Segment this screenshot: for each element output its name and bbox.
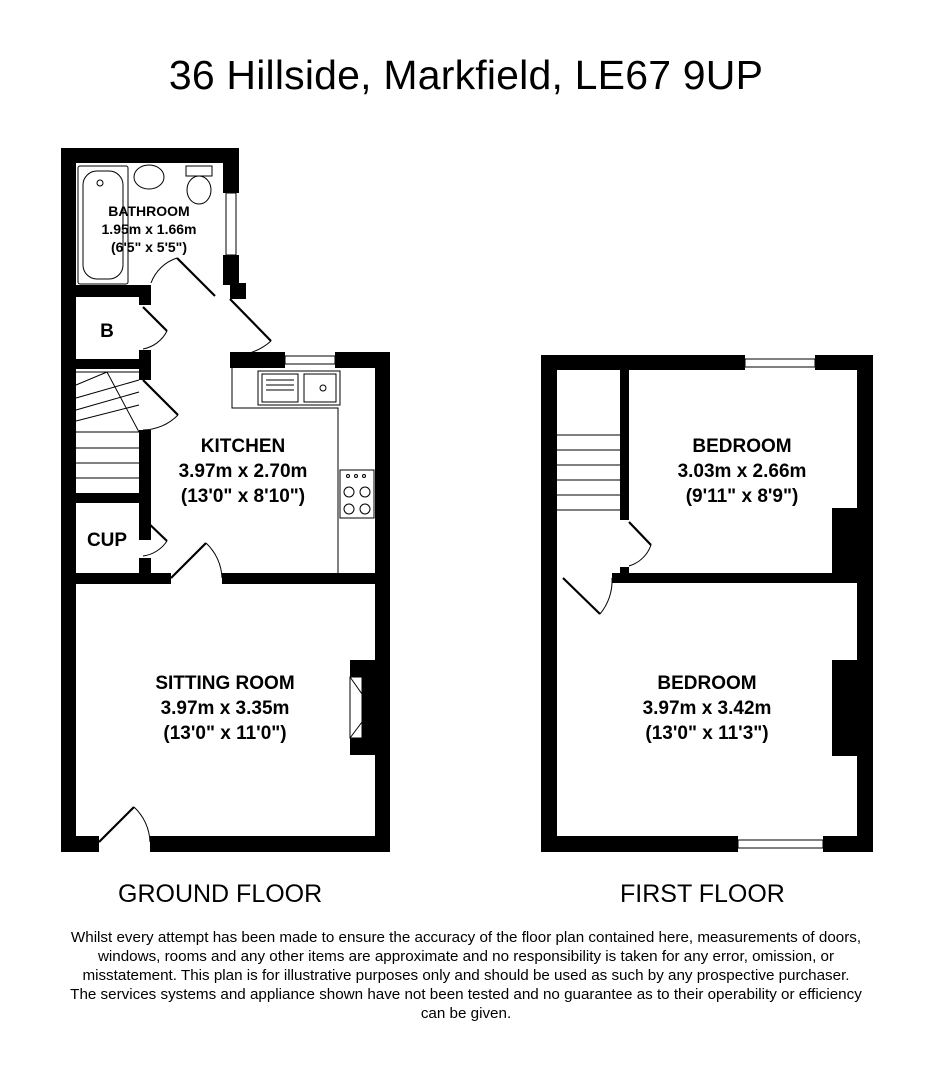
first-floor-walls	[541, 355, 873, 852]
room-dimensions-metric: 3.97m x 2.70m	[178, 461, 308, 482]
room-name: KITCHEN	[200, 436, 286, 457]
room-dimensions-metric: 1.95m x 1.66m	[101, 221, 197, 237]
room-name: BEDROOM	[692, 436, 792, 457]
room-dimensions-metric: 3.03m x 2.66m	[677, 461, 807, 482]
room-sitting-room	[155, 673, 294, 744]
first-floor-windows	[738, 359, 823, 848]
room-kitchen	[179, 436, 308, 507]
ground-floor-stairs	[76, 372, 139, 478]
first-floor-stairs	[557, 435, 620, 510]
ground-floor-label: GROUND FLOOR	[118, 880, 323, 908]
ground-floor-plan	[61, 148, 390, 852]
room-cupboard-label: CUP	[86, 530, 128, 551]
room-dimensions-imperial: (13'0" x 8'10")	[180, 486, 306, 507]
first-floor-label: FIRST FLOOR	[620, 880, 785, 908]
room-bathroom	[102, 203, 197, 255]
room-dimensions-imperial: (6'5" x 5'5")	[111, 239, 187, 255]
room-name: SITTING ROOM	[155, 673, 295, 694]
room-dimensions-imperial: (13'0" x 11'3")	[645, 723, 769, 744]
room-name: BEDROOM	[657, 673, 757, 694]
first-floor-plan	[541, 355, 873, 852]
disclaimer-text: Whilst every attempt has been made to ensure the accuracy of the floor plan contained here, measurements of doors, windows, rooms and any other items are approximate and no responsibility is taken for any error, omission, or misstatement. This plan is for illustrative purposes only and should be used as such by any prospective purchaser. The services systems and appliance shown have not been tested and no guarantee as to their operability or efficiency can be given.	[70, 929, 862, 1022]
room-name: BATHROOM	[108, 203, 190, 219]
room-dimensions-metric: 3.97m x 3.35m	[160, 698, 290, 719]
room-boiler-label: B	[100, 321, 114, 342]
room-bedroom-front	[643, 673, 772, 744]
room-bedroom-rear	[678, 436, 807, 507]
first-floor-doors	[563, 522, 651, 614]
room-dimensions-imperial: (9'11" x 8'9")	[685, 486, 799, 507]
room-dimensions-metric: 3.97m x 3.42m	[642, 698, 772, 719]
ground-floor-windows	[226, 193, 335, 364]
plan-title: 36 Hillside, Markfield, LE67 9UP	[168, 52, 764, 98]
room-dimensions-imperial: (13'0" x 11'0")	[163, 723, 287, 744]
